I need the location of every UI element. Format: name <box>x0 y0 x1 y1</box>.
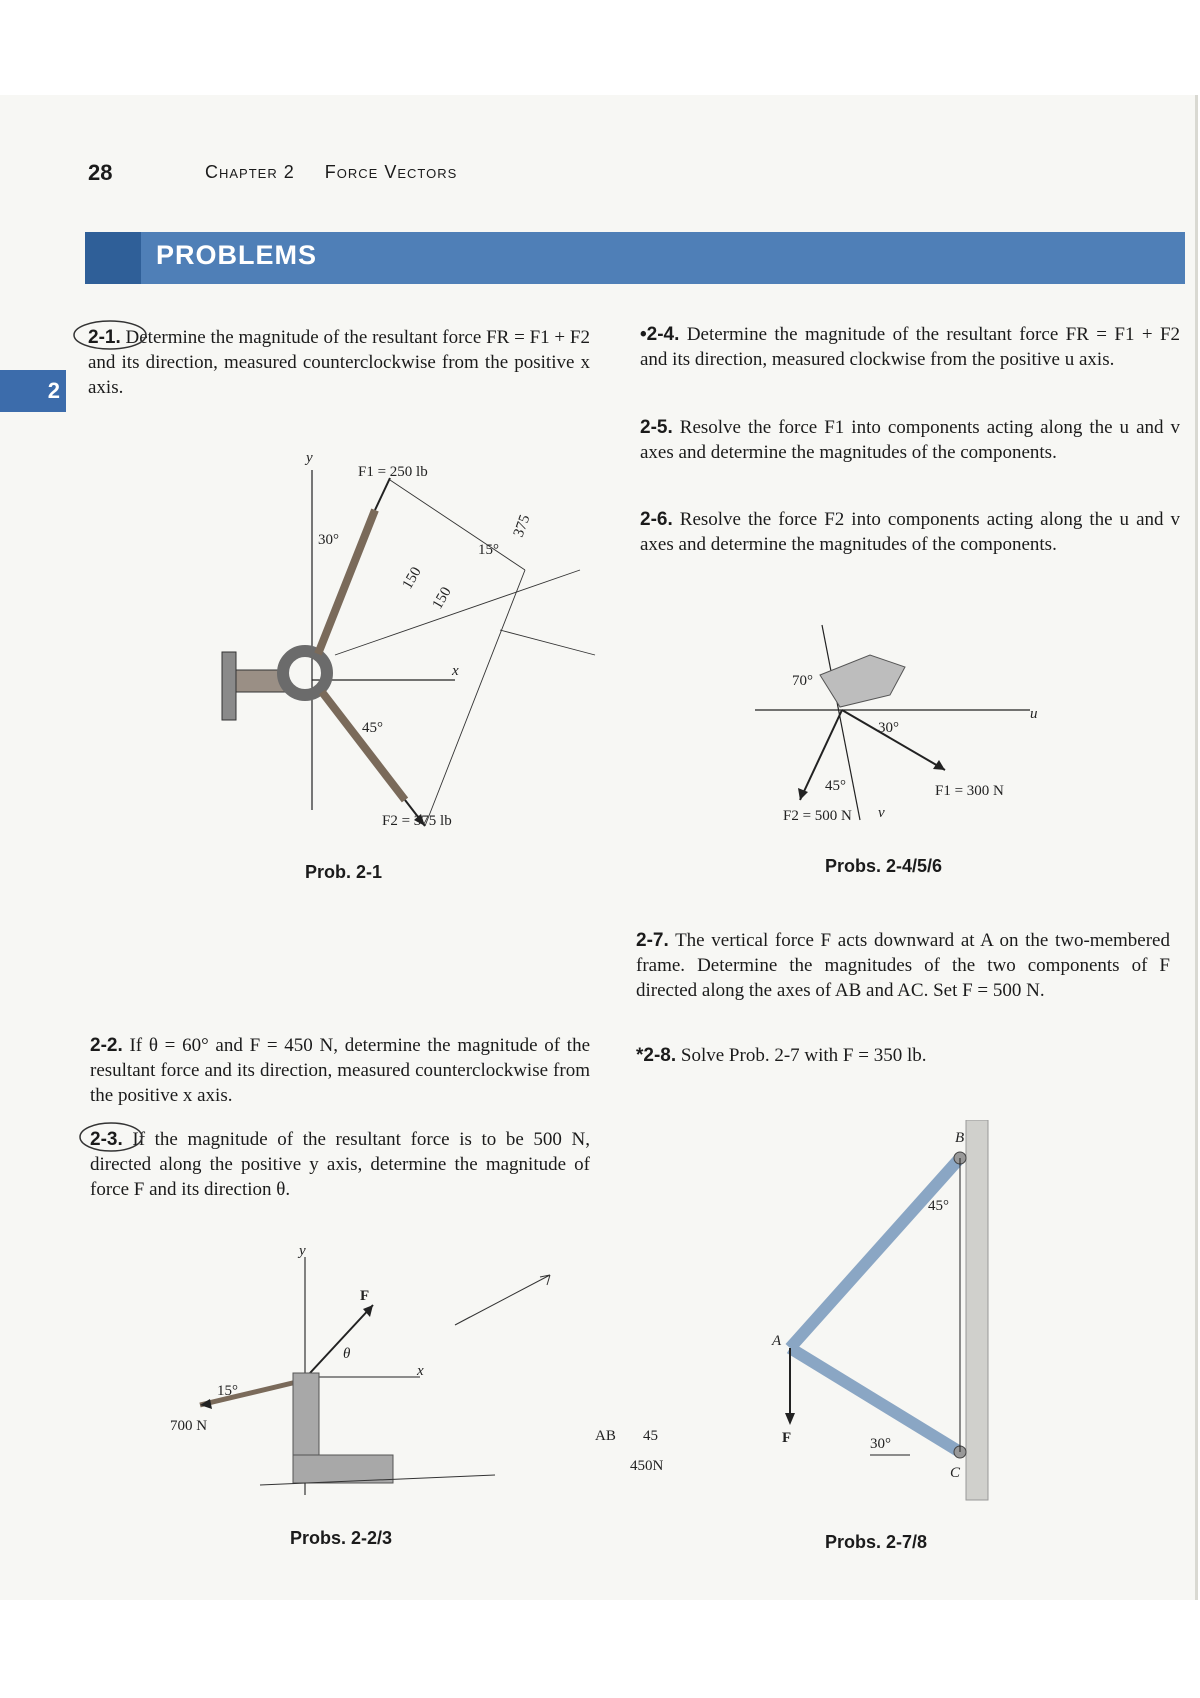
angle-30-label: 30° <box>870 1436 891 1452</box>
angle-30-label: 30° <box>318 532 339 548</box>
running-header <box>205 162 457 183</box>
problem-number: *2-8. <box>636 1045 677 1066</box>
problem-number: 2-6. <box>640 509 673 530</box>
y-axis-label: y <box>306 450 313 466</box>
f1-label: F1 = 300 N <box>935 783 1004 799</box>
problem-text: The vertical force F acts downward at A on the two-membered frame. Determine the magnitudes of the two components of F directed along the axes of AB and AC. Set F = 500 N. <box>636 930 1170 1001</box>
problem-number: •2-4. <box>640 324 680 345</box>
angle-15-label: 15° <box>217 1383 238 1399</box>
problem-text: Determine the magnitude of the resultant force FR = F1 + F2 and its direction, measured clockwise from the positive u axis. <box>640 324 1181 370</box>
f2-label: F2 = 375 lb <box>382 813 452 829</box>
angle-45-label: 45° <box>362 720 383 736</box>
handwritten-note: 450N <box>630 1458 664 1474</box>
handwritten-arrow <box>455 1275 550 1325</box>
wall-plate <box>222 652 236 720</box>
problem-2-3 <box>90 1127 590 1202</box>
handwritten-note: 15° <box>478 542 499 558</box>
sketch-line <box>335 570 580 655</box>
f2-label: F2 = 500 N <box>783 808 852 824</box>
theta-label: θ <box>343 1346 351 1362</box>
caption-prob-2-1: Prob. 2-1 <box>305 862 383 882</box>
problem-2-1 <box>88 325 590 400</box>
cable-f2 <box>322 692 405 800</box>
figure-probs-2-7-8 <box>770 1120 1000 1520</box>
handwritten-note: 150 <box>399 564 425 592</box>
x-axis-label: x <box>417 1363 424 1379</box>
problem-number: 2-7. <box>636 930 669 951</box>
figure-prob-2-1 <box>200 440 620 840</box>
problem-text: If the magnitude of the resultant force is to be 500 N, directed along the positive y axis, determine the magnitude of force F and its direction θ. <box>90 1129 591 1200</box>
banner-accent <box>85 232 141 284</box>
arrowhead-force-f <box>785 1413 795 1425</box>
point-b-label: B <box>955 1130 965 1146</box>
force-f-label: F <box>782 1430 792 1446</box>
problem-number: 2-5. <box>640 417 673 438</box>
sketch-line <box>500 630 595 655</box>
point-c-label: C <box>950 1465 961 1481</box>
handwritten-note: 375 <box>510 512 534 540</box>
chapter-side-tab: 2 <box>0 370 66 412</box>
handwritten-circle <box>70 318 150 352</box>
member-ab <box>790 1158 960 1348</box>
f1-label: F1 = 250 lb <box>358 464 428 480</box>
angle-70-label: 70° <box>792 673 813 689</box>
arrow-force-f <box>310 1305 373 1373</box>
caption-probs-2-2-3: Probs. 2-2/3 <box>290 1528 393 1548</box>
sketch-line <box>390 480 525 570</box>
load-label: 700 N <box>170 1418 208 1434</box>
problem-number: 2-2. <box>90 1035 123 1056</box>
problem-2-7 <box>636 928 1170 1003</box>
problem-number: 2-3. <box>90 1129 123 1150</box>
cable-700n <box>200 1380 305 1405</box>
problem-2-2 <box>90 1033 590 1108</box>
base <box>293 1455 393 1483</box>
problem-number: 2-1. <box>88 327 121 348</box>
section-title: PROBLEMS <box>156 240 318 270</box>
figure-probs-2-2-3 <box>165 1245 685 1525</box>
force-f-label: F <box>360 1288 370 1304</box>
bracket <box>820 655 905 707</box>
handwritten-note: AB <box>595 1428 616 1444</box>
y-axis-label: y <box>299 1245 306 1259</box>
angle-30-label: 30° <box>878 720 899 736</box>
handwritten-note: 45 <box>643 1428 658 1444</box>
problem-2-6 <box>640 507 1180 557</box>
problem-text: Determine the magnitude of the resultant force FR = F1 + F2 and its direction, measured counterclockwise from the positive x axis. <box>88 327 590 398</box>
chapter-title: Force Vectors <box>324 162 458 182</box>
problem-text: If θ = 60° and F = 450 N, determine the magnitude of the resultant force and its direction, measured counterclockwise from the positive x axis. <box>90 1035 591 1106</box>
problem-text: Solve Prob. 2-7 with F = 350 lb. <box>680 1045 927 1066</box>
problem-2-4 <box>640 322 1180 372</box>
handwritten-note: 150 <box>429 584 455 612</box>
caption-probs-2-4-5-6: Probs. 2-4/5/6 <box>825 856 943 876</box>
handwritten-circle <box>76 1120 146 1154</box>
u-axis-label: u <box>1030 706 1038 722</box>
problem-2-5 <box>640 415 1180 465</box>
figure-probs-2-4-5-6 <box>740 615 1060 845</box>
angle-45-label: 45° <box>928 1198 949 1214</box>
arrow-f1 <box>375 478 390 510</box>
arrowhead-f2 <box>798 788 808 800</box>
problem-2-8 <box>636 1043 1170 1068</box>
problem-text: Resolve the force F2 into components acting along the u and v axes and determine the magnitudes of the components. <box>640 509 1181 555</box>
caption-probs-2-7-8: Probs. 2-7/8 <box>825 1532 928 1552</box>
x-axis-label: x <box>452 663 459 679</box>
problem-text: Resolve the force F1 into components acting along the u and v axes and determine the magnitudes of the components. <box>640 417 1181 463</box>
chapter-label: Chapter 2 <box>205 162 295 182</box>
page-number: 28 <box>88 160 113 185</box>
wall <box>966 1120 988 1500</box>
point-a-label: A <box>772 1333 782 1349</box>
angle-45-label: 45° <box>825 778 846 794</box>
arrowhead-700n <box>200 1399 212 1409</box>
arrow-f1 <box>842 710 945 770</box>
eye-hook <box>283 651 327 695</box>
v-axis-label: v <box>878 805 885 821</box>
